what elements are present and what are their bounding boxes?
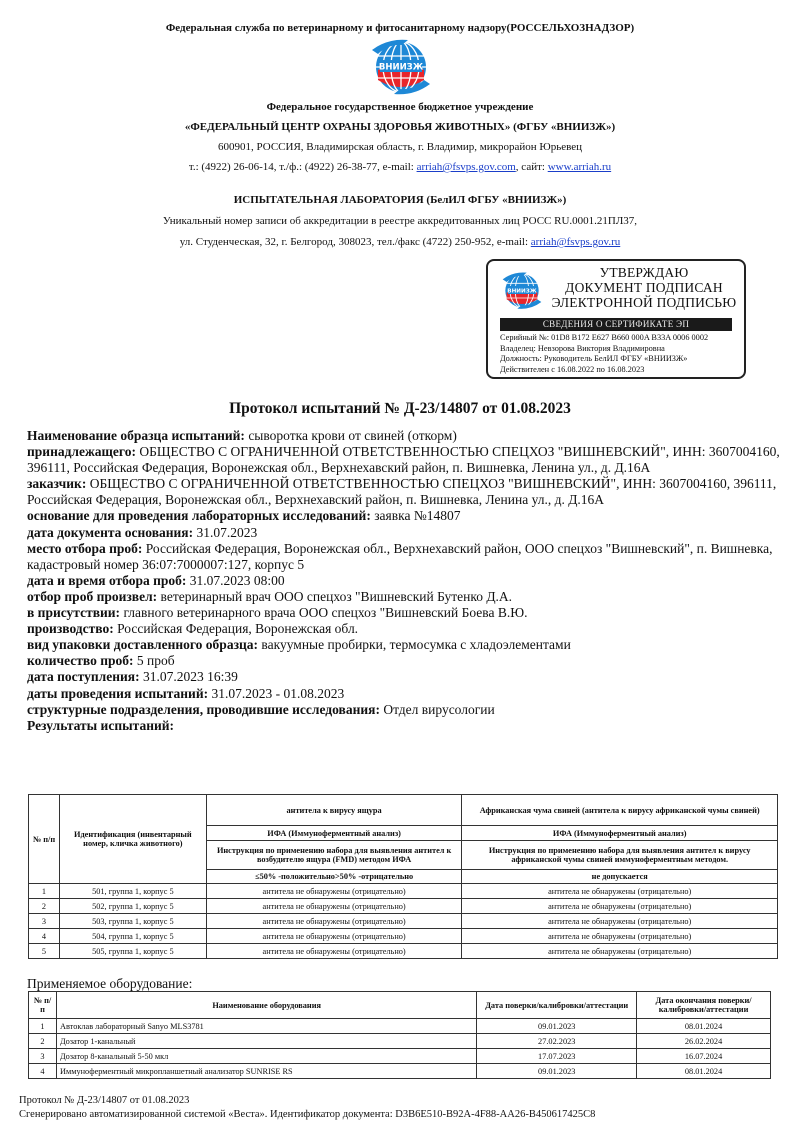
table-row: 1 501, группа 1, корпус 5 антитела не обнаружены (отрицательно) антитела не обнаружены (отрицательно)	[29, 884, 778, 899]
field-customer: заказчик: ОБЩЕСТВО С ОГРАНИЧЕННОЙ ОТВЕТСТВЕННОСТЬЮ СПЕЦХОЗ "ВИШНЕВСКИЙ", ИНН: 3607004160, 396111, Российская Федерация, Воронежская обл., Верхнехавский район, п. Вишневка, Ленина ул., д. Д.16А	[27, 476, 777, 508]
certificate-validity: Действителен с 16.08.2022 по 16.08.2023	[500, 364, 645, 374]
table-row: 2 Дозатор 1-канальный 27.02.2023 26.02.2024	[29, 1034, 771, 1049]
email-link[interactable]: arriah@fsvps.gov.com	[416, 161, 516, 173]
protocol-title: Протокол испытаний № Д-23/14807 от 01.08.2023	[229, 400, 571, 417]
table-row: 1 Автоклав лабораторный Sanyo MLS3781 09.01.2023 08.01.2024	[29, 1019, 771, 1034]
test-fmd-name: антитела к вирусу ящура	[206, 795, 462, 826]
site-link[interactable]: www.arriah.ru	[547, 161, 612, 173]
institution-contacts	[0, 157, 800, 177]
table-row: 3 503, группа 1, корпус 5 антитела не обнаружены (отрицательно) антитела не обнаружены (отрицательно)	[29, 914, 778, 929]
table-row: 2 502, группа 1, корпус 5 антитела не обнаружены (отрицательно) антитела не обнаружены (отрицательно)	[29, 899, 778, 914]
col-id-header: Идентификация (инвентарный номер, кличка животного)	[59, 795, 206, 884]
lab-block	[0, 190, 800, 252]
equipment-heading: Применяемое оборудование:	[27, 976, 193, 991]
stamp-e-signature: ЭЛЕКТРОННОЙ ПОДПИСЬЮ	[551, 295, 737, 310]
field-in-presence: в присутствии: главного ветеринарного врача ООО спецхоз "Вишневский Боева В.Ю.	[27, 605, 528, 621]
table-row: 5 505, группа 1, корпус 5 антитела не обнаружены (отрицательно) антитела не обнаружены (отрицательно)	[29, 944, 778, 959]
certificate-position: Должность: Руководитель БелИЛ ФГБУ «ВНИИЗЖ»	[500, 354, 688, 363]
eq-col-name: Наименование оборудования	[56, 992, 476, 1019]
field-sampling-datetime: дата и время отбора проб: 31.07.2023 08:00	[27, 572, 285, 588]
certificate-info	[500, 333, 740, 375]
test-asf-name: Африканская чума свиней (антитела к вирусу африканской чумы свиней)	[462, 795, 778, 826]
equipment-table	[28, 991, 771, 1079]
table-row: 4 Иммуноферментный микропланшетный анализатор SUNRISE RS 09.01.2023 08.01.2024	[29, 1064, 771, 1079]
eq-col-date: Дата поверки/калибровки/аттестации	[477, 992, 637, 1019]
table-row: 3 Дозатор 8-канальный 5-50 мкл 17.07.2023 16.07.2024	[29, 1049, 771, 1064]
certificate-owner: Владелец: Невзорова Виктория Владимировна	[500, 343, 665, 353]
certificate-info-bar: СВЕДЕНИЯ О СЕРТИФИКАТЕ ЭП	[500, 318, 732, 331]
col-num-header: № п/п	[29, 795, 60, 884]
certificate-serial: Серийный №: 01D8 B172 E627 B660 000A B33A 0006 0002	[500, 333, 709, 342]
field-owner: принадлежащего: ОБЩЕСТВО С ОГРАНИЧЕННОЙ ОТВЕТСТВЕННОСТЬЮ СПЕЦХОЗ "ВИШНЕВСКИЙ", ИНН: 3607004160, 396111, Российская Федерация, Воронежская обл., Верхнехавский район, п. Вишневка, Ленина ул., д. Д.16А	[27, 444, 780, 476]
field-sample-name: Наименование образца испытаний: сыворотка крови от свиней (откорм)	[27, 428, 457, 443]
lab-name: ИСПЫТАТЕЛЬНАЯ ЛАБОРАТОРИЯ (БелИЛ ФГБУ «ВНИИЗЖ»)	[233, 194, 567, 206]
lab-email-link[interactable]: arriah@fsvps.gov.ru	[530, 236, 621, 248]
svg-text:ВНИИЗЖ: ВНИИЗЖ	[507, 288, 537, 295]
footer-protocol: Протокол № Д-23/14807 от 01.08.2023	[19, 1095, 190, 1106]
field-packaging: вид упаковки доставленного образца: вакуумные пробирки, термосумка с хладоэлементами	[27, 637, 571, 653]
institution-name: «ФЕДЕРАЛЬНЫЙ ЦЕНТР ОХРАНЫ ЗДОРОВЬЯ ЖИВОТНЫХ» (ФГБУ «ВНИИЗЖ»)	[184, 121, 616, 133]
svg-text:ВНИИЗЖ: ВНИИЗЖ	[378, 62, 424, 73]
lab-accreditation: Уникальный номер записи об аккредитации в реестре аккредитованных лиц РОСС RU.0001.21ПЛ37,	[162, 215, 638, 227]
table-row: 4 504, группа 1, корпус 5 антитела не обнаружены (отрицательно) антитела не обнаружены (отрицательно)	[29, 929, 778, 944]
agency-name: Федеральная служба по ветеринарному и фитосанитарному надзору(РОССЕЛЬХОЗНАДЗОР)	[165, 22, 635, 34]
protocol-fields	[27, 428, 782, 734]
stamp-title	[546, 265, 742, 310]
field-sampling-place: место отбора проб: Российская Федерация, Воронежская обл., Верхнехавский район, ООО спецхоз "Вишневский", п. Вишневка, кадастровый номер 36:07:7000007:127, корпус 5	[27, 540, 773, 572]
eq-col-end: Дата окончания поверки/калибровки/аттестации	[637, 992, 771, 1019]
test-asf-norm: не допускается	[462, 870, 778, 884]
field-departments: структурные подразделения, проводившие исследования: Отдел вирусологии	[27, 701, 495, 717]
e-signature-stamp	[486, 259, 746, 379]
field-basis: основание для проведения лабораторных исследований: заявка №14807	[27, 508, 461, 524]
footer-generated: Сгенерировано автоматизированной системой «Веста». Идентификатор документа: D3B6E510-B92A-4F88-AA26-B450617425C8	[19, 1109, 596, 1120]
site-label: , сайт:	[515, 161, 548, 173]
field-production: производство: Российская Федерация, Воронежская обл.	[27, 621, 359, 637]
stamp-logo	[500, 269, 544, 311]
test-asf-instruction: Инструкция по применению набора для выявления антител к вирусу африканской чумы свиней иммуноферментным методом.	[462, 841, 778, 870]
vniizzh-logo	[368, 36, 434, 96]
institution-block	[0, 97, 800, 177]
field-basis-date: дата документа основания: 31.07.2023	[27, 524, 258, 540]
field-test-dates: даты проведения испытаний: 31.07.2023 - 01.08.2023	[27, 685, 345, 701]
results-heading: Результаты испытаний:	[27, 717, 175, 733]
contacts-text: т.: (4922) 26-06-14, т./ф.: (4922) 26-38-77, e-mail:	[188, 161, 417, 173]
field-sample-count: количество проб: 5 проб	[27, 653, 175, 669]
eq-col-num: № п/п	[29, 992, 57, 1019]
stamp-approve: УТВЕРЖДАЮ	[599, 265, 689, 280]
institution-address: 600901, РОССИЯ, Владимирская область, г. Владимир, микрорайон Юрьевец	[218, 141, 582, 153]
test-fmd-instruction: Инструкция по применению набора для выявления антител к возбудителю ящура (FMD) методом ИФА	[206, 841, 462, 870]
test-asf-method: ИФА (Иммуноферментный анализ)	[462, 826, 778, 841]
results-table	[28, 794, 778, 959]
lab-address	[0, 232, 800, 252]
field-sampled-by: отбор проб произвел: ветеринарный врач ООО спецхоз "Вишневский Бутенко Д.А.	[27, 588, 513, 604]
field-received-date: дата поступления: 31.07.2023 16:39	[27, 669, 238, 685]
institution-type: Федеральное государственное бюджетное учреждение	[266, 101, 534, 113]
lab-address-text: ул. Студенческая, 32, г. Белгород, 308023, тел./факс (4722) 250-952, e-mail:	[179, 236, 531, 248]
test-fmd-method: ИФА (Иммуноферментный анализ)	[206, 826, 462, 841]
page-footer	[19, 1094, 595, 1122]
stamp-signed: ДОКУМЕНТ ПОДПИСАН	[565, 280, 723, 295]
test-fmd-norm: ≤50% -положительно>50% -отрицательно	[206, 870, 462, 884]
